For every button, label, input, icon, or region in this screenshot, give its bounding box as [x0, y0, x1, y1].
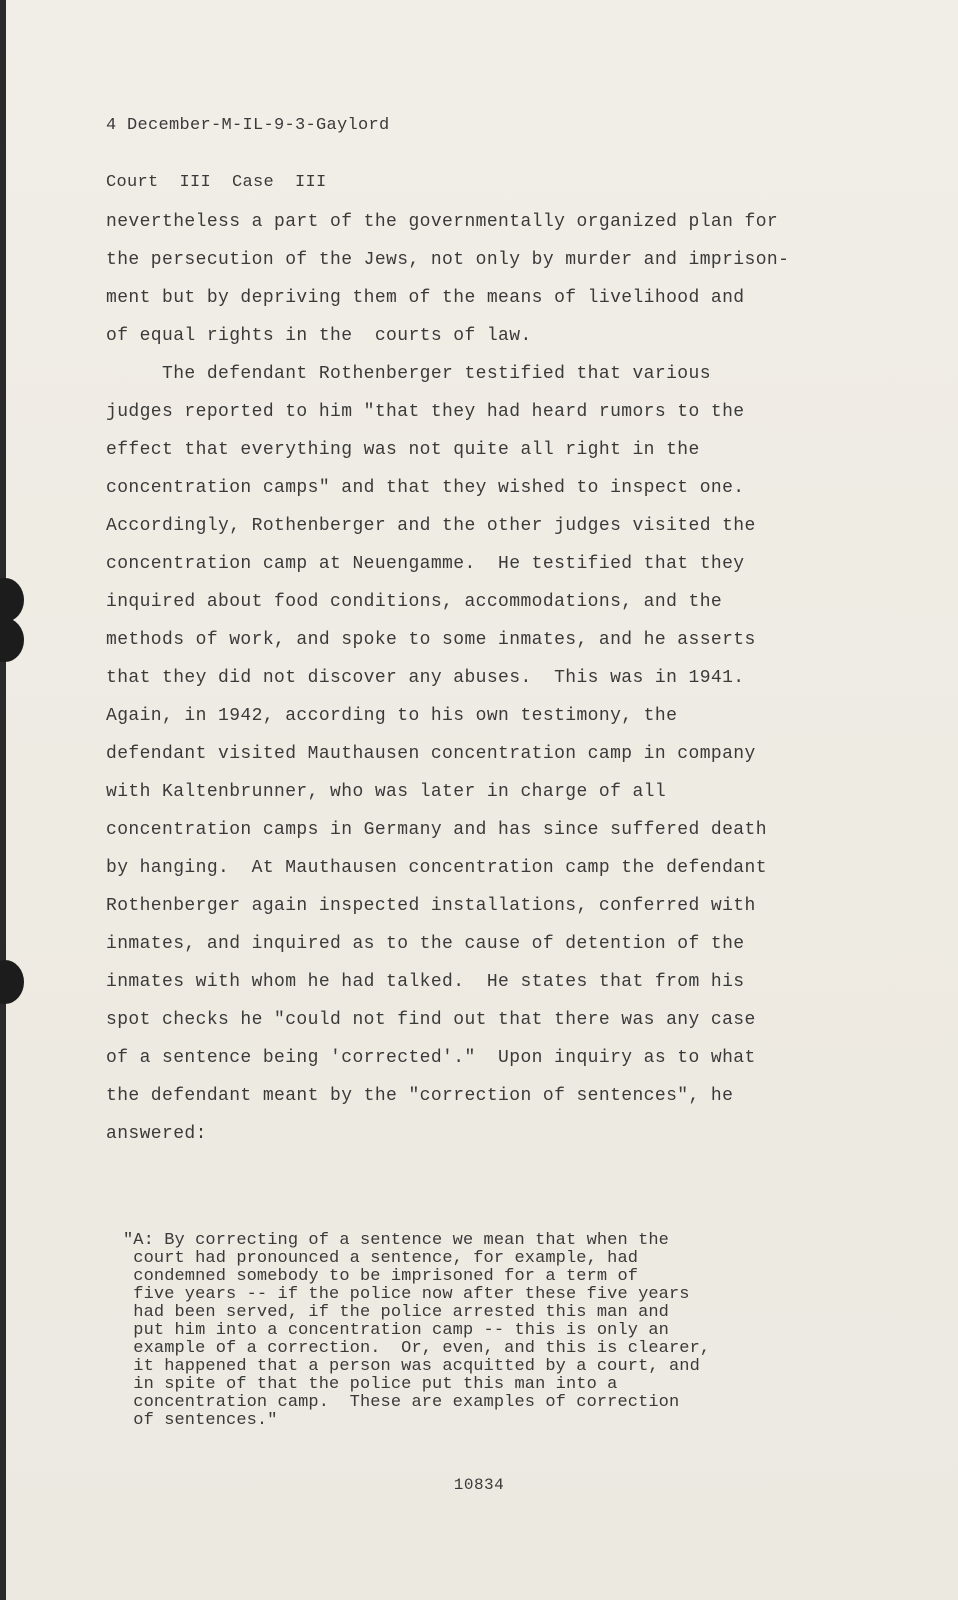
body-line: ment but by depriving them of the means of livelihood and: [106, 288, 745, 308]
body-line: of a sentence being 'corrected'." Upon inquiry as to what: [106, 1048, 756, 1068]
body-line: answered:: [106, 1124, 207, 1144]
body-line: defendant visited Mauthausen concentration camp in company: [106, 744, 756, 764]
quote-line: had been served, if the police arrested this man and: [123, 1303, 669, 1322]
quote-line: "A: By correcting of a sentence we mean that when the: [123, 1231, 669, 1250]
quote-line: court had pronounced a sentence, for example, had: [123, 1249, 639, 1268]
body-line: Accordingly, Rothenberger and the other judges visited the: [106, 516, 756, 536]
punch-hole: [0, 960, 24, 1004]
binding-edge: [0, 0, 6, 1600]
body-line: effect that everything was not quite all right in the: [106, 440, 700, 460]
quote-line: put him into a concentration camp -- this is only an: [123, 1321, 669, 1340]
quote-line: concentration camp. These are examples of correction: [123, 1393, 680, 1412]
header-reference-line: 4 December-M-IL-9-3-Gaylord: [106, 116, 390, 135]
body-line: Again, in 1942, according to his own testimony, the: [106, 706, 678, 726]
body-line: concentration camp at Neuengamme. He testified that they: [106, 554, 745, 574]
punch-hole: [0, 618, 24, 662]
body-text: [106, 203, 866, 1153]
body-line: inquired about food conditions, accommodations, and the: [106, 592, 723, 612]
quote-line: in spite of that the police put this man into a: [123, 1375, 618, 1394]
body-line: by hanging. At Mauthausen concentration camp the defendant: [106, 858, 767, 878]
body-line: with Kaltenbrunner, who was later in charge of all: [106, 782, 667, 802]
body-line: the persecution of the Jews, not only by murder and imprison-: [106, 250, 790, 270]
quote-line: of sentences.": [123, 1411, 278, 1430]
quote-line: condemned somebody to be imprisoned for a term of: [123, 1267, 639, 1286]
body-line: The defendant Rothenberger testified that various: [106, 364, 711, 384]
quote-line: it happened that a person was acquitted by a court, and: [123, 1357, 700, 1376]
body-line: methods of work, and spoke to some inmates, and he asserts: [106, 630, 756, 650]
quote-line: five years -- if the police now after these five years: [123, 1285, 690, 1304]
body-line: spot checks he "could not find out that there was any case: [106, 1010, 756, 1030]
body-line: concentration camps" and that they wished to inspect one.: [106, 478, 745, 498]
body-line: the defendant meant by the "correction of sentences", he: [106, 1086, 734, 1106]
body-line: judges reported to him "that they had heard rumors to the: [106, 402, 745, 422]
page-number: 10834: [453, 1476, 505, 1494]
body-line: nevertheless a part of the governmentally organized plan for: [106, 212, 779, 232]
body-line: concentration camps in Germany and has since suffered death: [106, 820, 767, 840]
body-line: that they did not discover any abuses. This was in 1941.: [106, 668, 745, 688]
testimony-quote: [123, 1232, 883, 1430]
body-line: inmates, and inquired as to the cause of detention of the: [106, 934, 745, 954]
quote-line: example of a correction. Or, even, and this is clearer,: [123, 1339, 711, 1358]
body-line: inmates with whom he had talked. He states that from his: [106, 972, 745, 992]
header-court-line: Court III Case III: [106, 173, 327, 192]
body-line: of equal rights in the courts of law.: [106, 326, 532, 346]
punch-hole: [0, 578, 24, 622]
body-line: Rothenberger again inspected installations, conferred with: [106, 896, 756, 916]
